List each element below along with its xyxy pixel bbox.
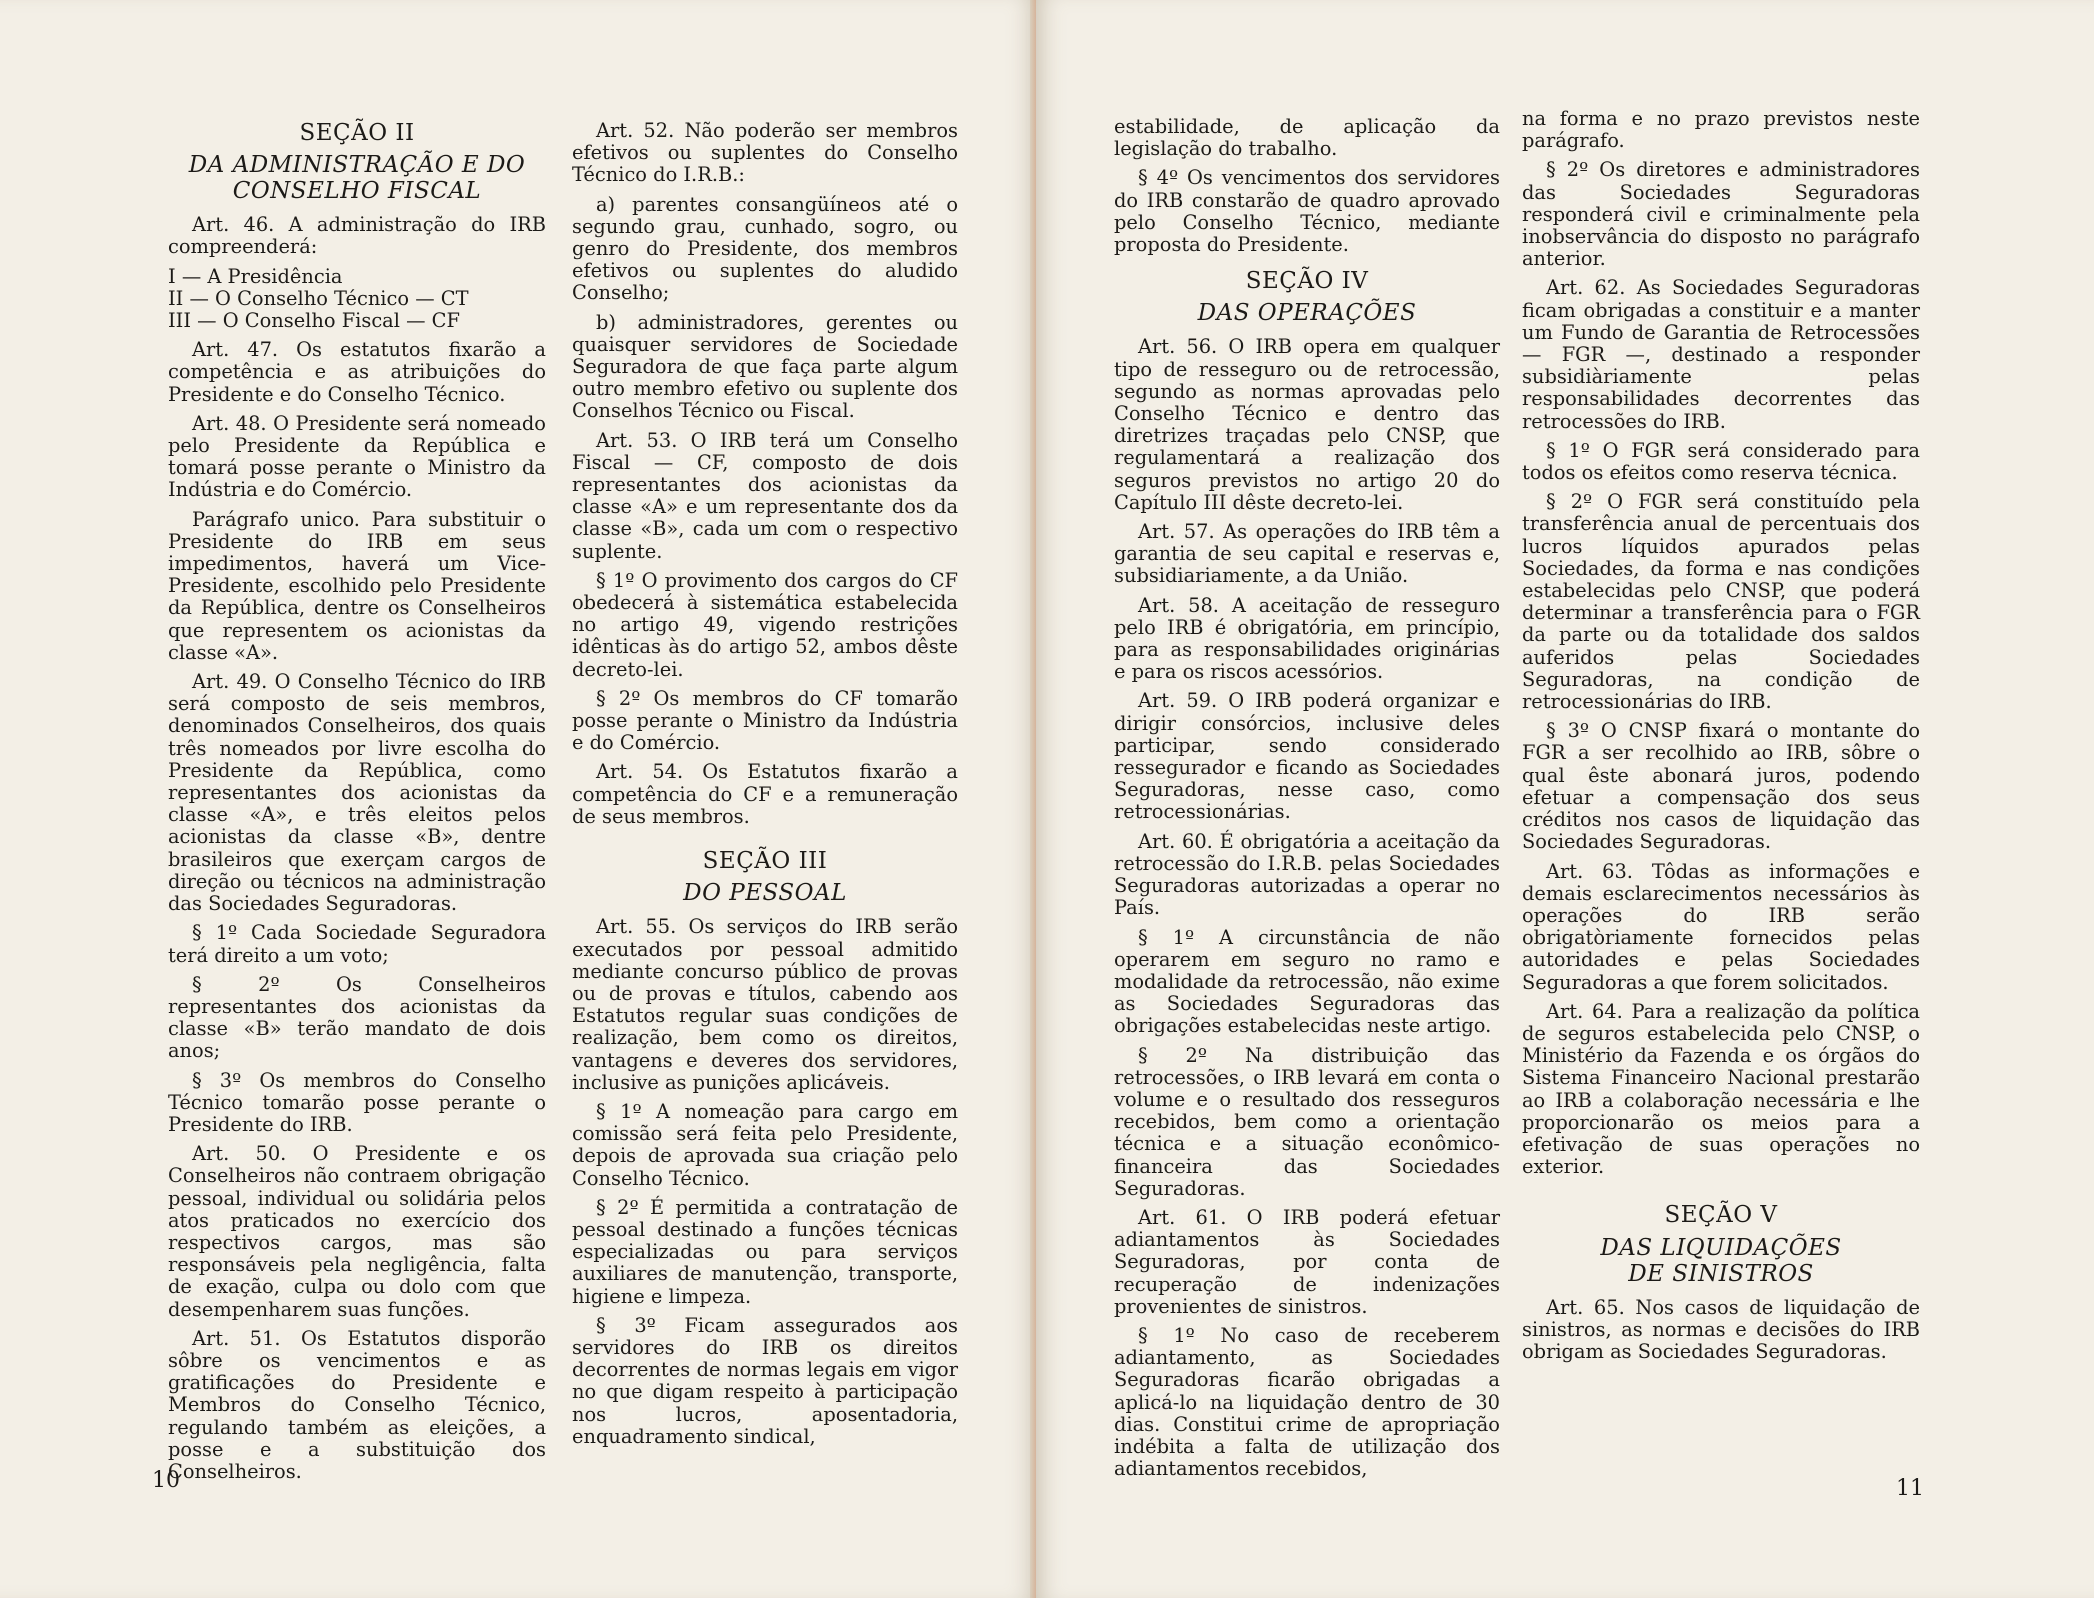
article-62-par2: § 2º O FGR será constituído pela transferência anual de percentuais dos lucros líquidos apurados pelas Sociedades, da forma e nas condições estabelecidas pelo CNSP, que poderá determinar a transferência para o FGR da parte ou da totalidade dos saldos auferidos pelas Sociedades Seguradoras, na condição de retrocessionárias do IRB. bbox=[1522, 490, 1920, 714]
article-60: Art. 60. É obrigatória a aceitação da retrocessão do I.R.B. pelas Sociedades Seguradoras autorizadas a operar no País. bbox=[1114, 829, 1500, 920]
article-61: Art. 61. O IRB poderá efetuar adiantamentos às Sociedades Seguradoras, por conta de recuperação de indenizações provenientes de sinistros. bbox=[1114, 1205, 1500, 1318]
section-subtitle: DAS OPERAÇÕES bbox=[1197, 300, 1417, 327]
article-56: Art. 56. O IRB opera em qualquer tipo de resseguro ou de retrocessão, segundo as normas aprovadas pelo Conselho Técnico e dentro das diretrizes traçadas pelo CNSP, que regulamentará a realização dos seguros previstos no artigo 20 do Capítulo III dêste decreto-lei. bbox=[1114, 335, 1500, 514]
article-53: Art. 53. O IRB terá um Conselho Fiscal — CF, composto de dois representantes dos acionistas da classe «A» e um representante dos da classe «B», cada um com o respectivo suplente. bbox=[572, 428, 958, 563]
list-item: III — O Conselho Fiscal — CF bbox=[168, 309, 460, 333]
left-page bbox=[0, 0, 1036, 1598]
page-number: 10 bbox=[152, 1468, 180, 1493]
section-heading: SEÇÃO II bbox=[299, 120, 415, 146]
article-62-par3: § 3º O CNSP fixará o montante do FGR a ser recolhido ao IRB, sôbre o qual êste abonará juros, podendo efetuar a compensação dos seus créditos nos casos de liquidação das Sociedades Seguradoras. bbox=[1522, 719, 1920, 854]
article-54: Art. 54. Os Estatutos fixarão a competência do CF e a remuneração de seus membros. bbox=[572, 760, 958, 828]
article-55-par4: § 4º Os vencimentos dos servidores do IRB constarão de quadro aprovado pelo Conselho Técnico, mediante proposta do Presidente. bbox=[1114, 166, 1500, 257]
section-heading: SEÇÃO IV bbox=[1245, 268, 1369, 295]
article-60-par2: § 2º Na distribuição das retrocessões, o IRB levará em conta o volume e o resultado dos resseguros recebidos, bem como a orientação técnica e a situação econômico-financeira das Sociedades Seguradoras. bbox=[1114, 1043, 1500, 1200]
article-49: Art. 49. O Conselho Técnico do IRB será composto de seis membros, denominados Conselheiros, dos quais três nomeados por livre escolha do Presidente da República, como representantes dos acionistas da classe «A», e três eleitos pelos acionistas da classe «B», dentre brasileiros que exerçam cargos de direção ou técnicos na administração das Sociedades Seguradoras. bbox=[168, 670, 546, 916]
article-59: Art. 59. O IRB poderá organizar e dirigir consórcios, inclusive deles participar, sendo considerado ressegurador e ficando as Sociedades Seguradoras, nesse caso, como retrocessionárias. bbox=[1114, 689, 1500, 824]
article-48-paragraph: Parágrafo unico. Para substituir o Presidente do IRB em seus impedimentos, haverá um Vice-Presidente, escolhido pelo Presidente da República, dentre os Conselheiros que representem os acionistas da classe «A». bbox=[168, 507, 546, 664]
right-page bbox=[1036, 0, 2094, 1598]
article-55-par3: § 3º Ficam assegurados aos servidores do IRB os direitos decorrentes de normas legais em vigor no que digam respeito à participação nos lucros, aposentadoria, enquadramento sindical, bbox=[572, 1313, 958, 1448]
right-column-2 bbox=[1522, 108, 1920, 1370]
left-column-1 bbox=[168, 112, 546, 1490]
article-62: Art. 62. As Sociedades Seguradoras ficam obrigadas a constituir e a manter um Fundo de Garantia de Retrocessões — FGR —, destinado a responder subsidiàriamente pelas responsabilidades decorrentes das retrocessões do IRB. bbox=[1522, 276, 1920, 433]
article-61-par2: § 2º Os diretores e administradores das Sociedades Seguradoras responderá civil e criminalmente pela inobservância do disposto no parágrafo anterior. bbox=[1522, 158, 1920, 271]
article-55: Art. 55. Os serviços do IRB serão executados por pessoal admitido mediante concurso público de provas ou de provas e títulos, cabendo aos Estatutos regular suas condições de realização, bem como os direitos, vantagens e deveres dos servidores, inclusive as punições aplicáveis. bbox=[572, 915, 958, 1094]
section-subtitle: DO PESSOAL bbox=[683, 880, 847, 907]
article-65: Art. 65. Nos casos de liquidação de sinistros, as normas e decisões do IRB obrigam as Sociedades Seguradoras. bbox=[1522, 1295, 1920, 1363]
article-57: Art. 57. As operações do IRB têm a garantia de seu capital e reservas e, subsidiariamente, a da União. bbox=[1114, 520, 1500, 588]
article-49-par2: § 2º Os Conselheiros representantes dos acionistas da classe «B» terão mandato de dois anos; bbox=[168, 972, 546, 1063]
section-subtitle: DAS LIQUIDAÇÕES DE SINISTROS bbox=[1600, 1234, 1842, 1287]
article-64: Art. 64. Para a realização da política de seguros estabelecida pelo CNSP, o Ministério da Fazenda e os órgãos do Sistema Financeiro Nacional prestarão ao IRB a colaboração necessária e lhe proporcionarão os meios para a efetivação de suas operações no exterior. bbox=[1522, 999, 1920, 1179]
article-55-par1: § 1º A nomeação para cargo em comissão será feita pelo Presidente, depois de aprovada sua criação pelo Conselho Técnico. bbox=[572, 1099, 958, 1190]
article-53-par1: § 1º O provimento dos cargos do CF obedecerá à sistemática estabelecida no artigo 49, vigendo restrições idênticas às do artigo 52, ambos dêste decreto-lei. bbox=[572, 568, 958, 681]
article-52: Art. 52. Não poderão ser membros efetivos ou suplentes do Conselho Técnico do I.R.B.: bbox=[572, 119, 958, 187]
article-62-par1: § 1º O FGR será considerado para todos os efeitos como reserva técnica. bbox=[1522, 438, 1920, 485]
section-heading: SEÇÃO III bbox=[702, 848, 828, 875]
article-61-par1: § 1º No caso de receberem adiantamento, as Sociedades Seguradoras ficarão obrigadas a aplicá-lo na liquidação dentro de 30 dias. Constitui crime de apropriação indébita a falta de utilização dos adiantamentos recebidos, bbox=[1114, 1323, 1500, 1481]
article-50: Art. 50. O Presidente e os Conselheiros não contraem obrigação pessoal, individual ou solidária pelos atos praticados no exercício dos respectivos cargos, mas são responsáveis pela negligência, falta de exação, culpa ou dolo com que desempenharem suas funções. bbox=[168, 1142, 546, 1321]
article-48: Art. 48. O Presidente será nomeado pelo Presidente da República e tomará posse perante o Ministro da Indústria e do Comércio. bbox=[168, 411, 546, 502]
article-49-par1: § 1º Cada Sociedade Seguradora terá direito a um voto; bbox=[168, 921, 546, 967]
continued-text: na forma e no prazo previstos neste parágrafo. bbox=[1522, 107, 1920, 153]
left-column-2 bbox=[572, 120, 958, 1455]
article-53-par2: § 2º Os membros do CF tomarão posse perante o Ministro da Indústria e do Comércio. bbox=[572, 686, 958, 755]
page-number: 11 bbox=[1896, 1476, 1924, 1501]
right-column-1 bbox=[1114, 116, 1500, 1487]
article-52-a: a) parentes consangüíneos até o segundo grau, cunhado, sogro, ou genro do Presidente, dos membros efetivos ou suplentes do aludido Conselho; bbox=[572, 192, 958, 305]
article-46: Art. 46. A administração do IRB compreenderá: bbox=[168, 213, 546, 259]
article-58: Art. 58. A aceitação de resseguro pelo IRB é obrigatória, em princípio, para as responsabilidades originárias e para os riscos acessórios. bbox=[1114, 593, 1500, 684]
list-item: I — A Presidência bbox=[168, 264, 343, 288]
continued-text: estabilidade, de aplicação da legislação do trabalho. bbox=[1114, 115, 1500, 161]
article-60-par1: § 1º A circunstância de não operarem em seguro no ramo e modalidade da retrocessão, não exime as Sociedades Seguradoras das obrigações estabelecidas neste artigo. bbox=[1114, 925, 1500, 1038]
article-63: Art. 63. Tôdas as informações e demais esclarecimentos necessários às operações do IRB serão obrigatòriamente fornecidos pelas autoridades e pelas Sociedades Seguradoras a que forem solicitados. bbox=[1522, 859, 1920, 994]
article-55-par2: § 2º É permitida a contratação de pessoal destinado a funções técnicas especializadas ou para serviços auxiliares de manutenção, transporte, higiene e limpeza. bbox=[572, 1195, 958, 1308]
section-heading: SEÇÃO V bbox=[1664, 1202, 1778, 1229]
article-51: Art. 51. Os Estatutos disporão sôbre os vencimentos e as gratificações do Presidente e Membros do Conselho Técnico, regulando também as eleições, a posse e a substituição dos Conselheiros. bbox=[168, 1326, 546, 1483]
administration-list bbox=[168, 266, 546, 333]
article-52-b: b) administradores, gerentes ou quaisquer servidores de Sociedade Seguradora de que faça parte algum outro membro efetivo ou suplente dos Conselhos Técnico ou Fiscal. bbox=[572, 310, 958, 423]
section-subtitle: DA ADMINISTRAÇÃO E DO CONSELHO FISCAL bbox=[188, 152, 526, 205]
list-item: II — O Conselho Técnico — CT bbox=[168, 286, 469, 310]
article-49-par3: § 3º Os membros do Conselho Técnico tomarão posse perante o Presidente do IRB. bbox=[168, 1068, 546, 1136]
article-47: Art. 47. Os estatutos fixarão a competência e as atribuições do Presidente e do Conselho Técnico. bbox=[168, 338, 546, 406]
